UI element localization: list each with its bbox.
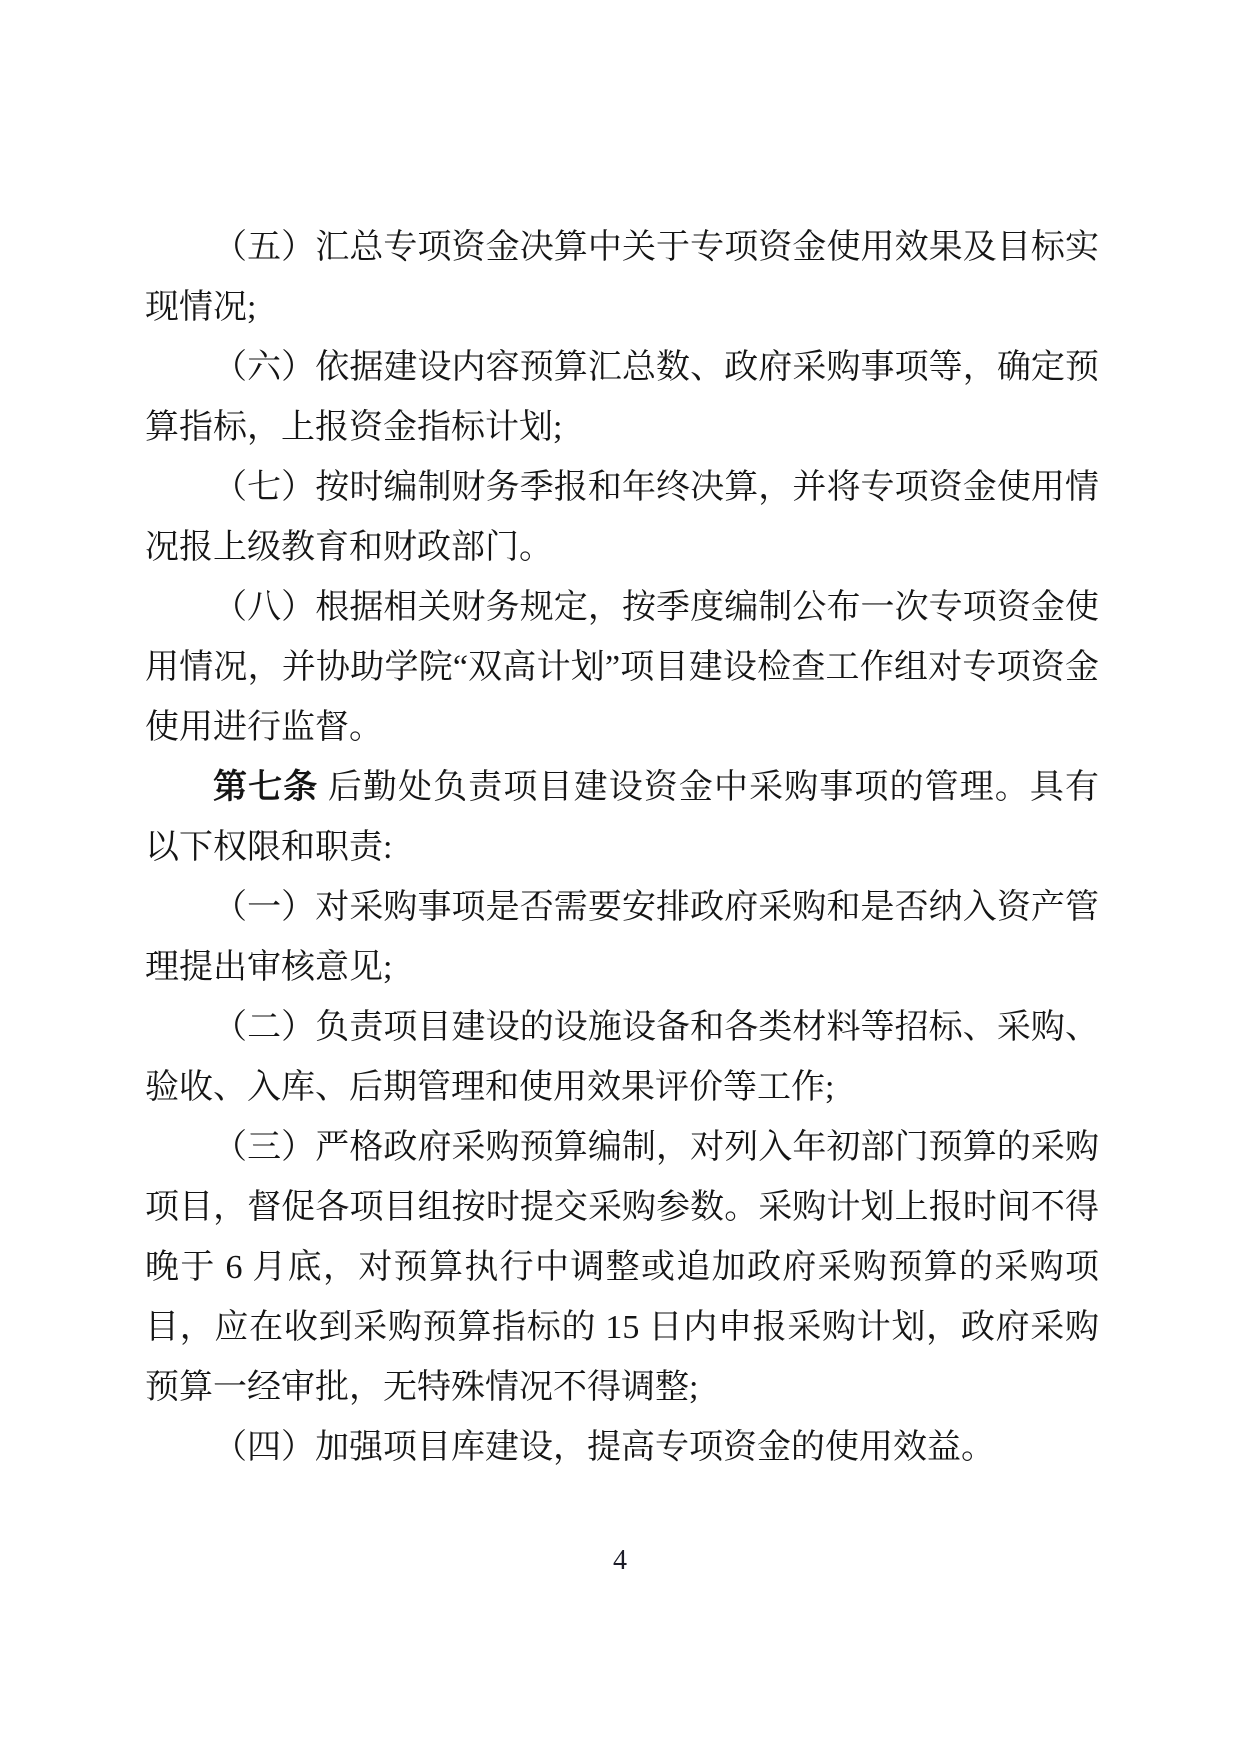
page-footer — [0, 1545, 1240, 1577]
paragraph-item-3 — [145, 1118, 1099, 1418]
paragraph-text: （八）根据相关财务规定，按季度编制公布一次专项资金使用情况，并协助学院“双高计划”项目建设检查工作组对专项资金使用进行监督。 — [145, 589, 1099, 746]
paragraph-item-8 — [145, 578, 1099, 758]
paragraph-item-6 — [145, 338, 1099, 458]
paragraph-item-7 — [145, 458, 1099, 578]
paragraph-item-2 — [145, 998, 1099, 1118]
paragraph-article-7 — [145, 758, 1099, 878]
paragraph-item-4 — [145, 1418, 1099, 1478]
article-number: 第七条 — [213, 769, 319, 806]
document-body — [145, 218, 1099, 1478]
paragraph-item-1 — [145, 878, 1099, 998]
paragraph-text: （七）按时编制财务季报和年终决算，并将专项资金使用情况报上级教育和财政部门。 — [145, 469, 1099, 566]
paragraph-text: 后勤处负责项目建设资金中采购事项的管理。具有以下权限和职责: — [145, 769, 1100, 866]
paragraph-text: （一）对采购事项是否需要安排政府采购和是否纳入资产管理提出审核意见; — [145, 889, 1099, 986]
paragraph-text: （二）负责项目建设的设施设备和各类材料等招标、采购、验收、入库、后期管理和使用效果评价等工作; — [145, 1009, 1099, 1106]
paragraph-text: （六）依据建设内容预算汇总数、政府采购事项等，确定预算指标，上报资金指标计划; — [145, 349, 1099, 446]
paragraph-text: （五）汇总专项资金决算中关于专项资金使用效果及目标实现情况; — [145, 229, 1099, 326]
paragraph-text: （四）加强项目库建设，提高专项资金的使用效益。 — [213, 1429, 995, 1466]
paragraph-text: （三）严格政府采购预算编制，对列入年初部门预算的采购项目，督促各项目组按时提交采购参数。采购计划上报时间不得晚于 6 月底，对预算执行中调整或追加政府采购预算的采购项目，应在收到采购预算指标的 15 日内申报采购计划，政府采购预算一经审批，无特殊情况不得调整; — [145, 1129, 1099, 1406]
paragraph-item-5 — [145, 218, 1099, 338]
page-number: 4 — [613, 1545, 627, 1576]
